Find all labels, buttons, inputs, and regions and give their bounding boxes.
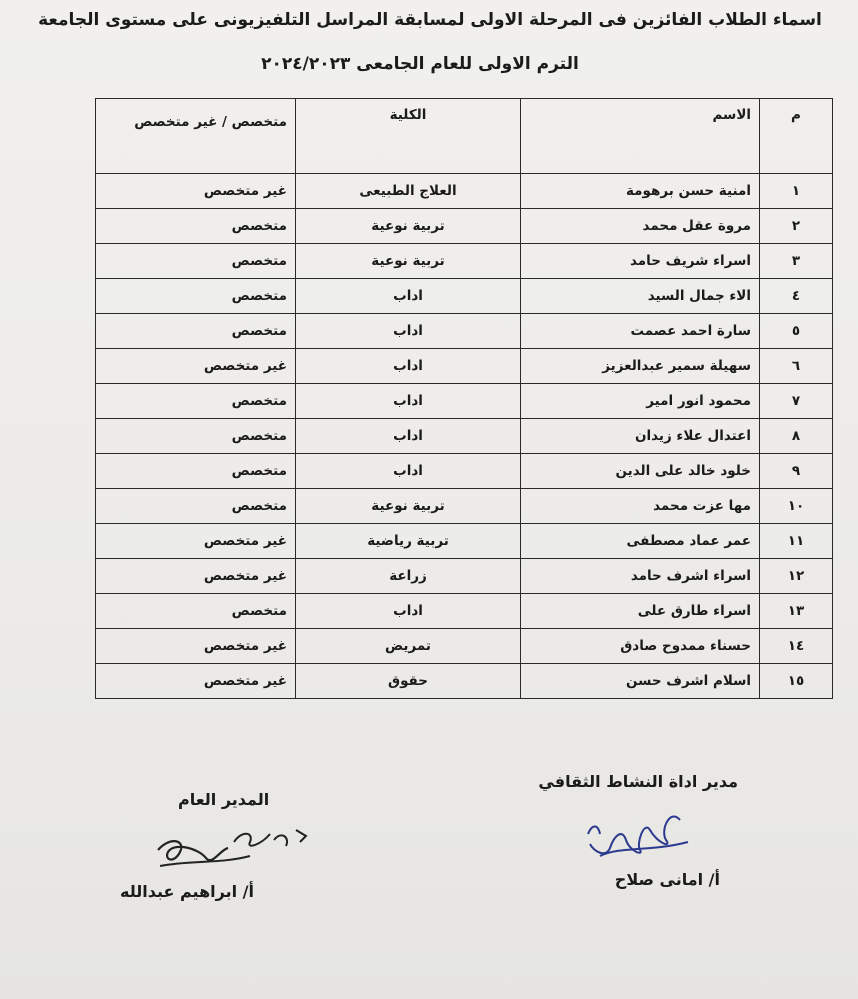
table-row (96, 279, 833, 314)
student-name: سارة احمد عصمت (521, 314, 760, 349)
table-row (96, 384, 833, 419)
row-number: ٧ (760, 384, 833, 419)
document-subtitle: الترم الاولى للعام الجامعى ٢٠٢٤/٢٠٢٣ (261, 54, 579, 74)
row-number: ١٠ (760, 489, 833, 524)
faculty-name: حقوق (296, 664, 521, 699)
column-header-faculty: الكلية (296, 99, 521, 174)
document-title: اسماء الطلاب الفائزين فى المرحلة الاولى لمسابقة المراسل التلفيزيونى على مستوى الجامعة (38, 10, 822, 30)
faculty-name: تمريض (296, 629, 521, 664)
right-signature-image (570, 800, 710, 870)
table-row (96, 559, 833, 594)
table-row (96, 524, 833, 559)
faculty-name: اداب (296, 594, 521, 629)
specialization: متخصص (96, 594, 296, 629)
right-signatory-title: مدير اداة النشاط الثقافي (538, 772, 738, 791)
student-name: خلود خالد على الدين (521, 454, 760, 489)
student-name: اسراء طارق على (521, 594, 760, 629)
table-row (96, 664, 833, 699)
specialization: غير متخصص (96, 524, 296, 559)
table-row (96, 209, 833, 244)
specialization: غير متخصص (96, 349, 296, 384)
student-name: اسراء اشرف حامد (521, 559, 760, 594)
faculty-name: اداب (296, 454, 521, 489)
student-name: مروة عقل محمد (521, 209, 760, 244)
table-row (96, 629, 833, 664)
table-header-row (96, 99, 833, 174)
student-name: اسراء شريف حامد (521, 244, 760, 279)
specialization: غير متخصص (96, 629, 296, 664)
table-row (96, 174, 833, 209)
left-signature-image (150, 820, 320, 880)
student-name: امنية حسن برهومة (521, 174, 760, 209)
specialization: غير متخصص (96, 174, 296, 209)
student-name: الاء جمال السيد (521, 279, 760, 314)
winners-table (95, 98, 833, 699)
row-number: ١ (760, 174, 833, 209)
row-number: ٩ (760, 454, 833, 489)
row-number: ١٥ (760, 664, 833, 699)
row-number: ١١ (760, 524, 833, 559)
faculty-name: تربية نوعية (296, 489, 521, 524)
specialization: غير متخصص (96, 559, 296, 594)
specialization: متخصص (96, 209, 296, 244)
row-number: ٥ (760, 314, 833, 349)
left-signatory-name: أ/ ابراهيم عبدالله (120, 882, 254, 901)
faculty-name: تربية نوعية (296, 244, 521, 279)
student-name: اسلام اشرف حسن (521, 664, 760, 699)
student-name: حسناء ممدوح صادق (521, 629, 760, 664)
row-number: ٢ (760, 209, 833, 244)
faculty-name: تربية نوعية (296, 209, 521, 244)
row-number: ٤ (760, 279, 833, 314)
table-row (96, 594, 833, 629)
faculty-name: تربية رياضية (296, 524, 521, 559)
specialization: متخصص (96, 489, 296, 524)
row-number: ٦ (760, 349, 833, 384)
faculty-name: اداب (296, 419, 521, 454)
table-row (96, 419, 833, 454)
student-name: سهيلة سمير عبدالعزيز (521, 349, 760, 384)
row-number: ٣ (760, 244, 833, 279)
right-signatory-name: أ/ امانى صلاح (614, 870, 720, 889)
specialization: غير متخصص (96, 664, 296, 699)
student-name: اعتدال علاء زيدان (521, 419, 760, 454)
faculty-name: العلاج الطبيعى (296, 174, 521, 209)
student-name: مها عزت محمد (521, 489, 760, 524)
table-row (96, 349, 833, 384)
table-body (96, 174, 833, 699)
specialization: متخصص (96, 454, 296, 489)
student-name: محمود انور امير (521, 384, 760, 419)
faculty-name: زراعة (296, 559, 521, 594)
table-row (96, 454, 833, 489)
row-number: ١٤ (760, 629, 833, 664)
specialization: متخصص (96, 419, 296, 454)
specialization: متخصص (96, 244, 296, 279)
table-row (96, 314, 833, 349)
column-header-specialization: متخصص / غير متخصص (96, 99, 296, 174)
left-signatory-title: المدير العام (178, 790, 270, 809)
column-header-number: م (760, 99, 833, 174)
table-row (96, 489, 833, 524)
row-number: ١٣ (760, 594, 833, 629)
faculty-name: اداب (296, 279, 521, 314)
column-header-name: الاسم (521, 99, 760, 174)
specialization: متخصص (96, 384, 296, 419)
faculty-name: اداب (296, 349, 521, 384)
table-row (96, 244, 833, 279)
specialization: متخصص (96, 279, 296, 314)
faculty-name: اداب (296, 314, 521, 349)
row-number: ٨ (760, 419, 833, 454)
row-number: ١٢ (760, 559, 833, 594)
student-name: عمر عماد مصطفى (521, 524, 760, 559)
faculty-name: اداب (296, 384, 521, 419)
specialization: متخصص (96, 314, 296, 349)
